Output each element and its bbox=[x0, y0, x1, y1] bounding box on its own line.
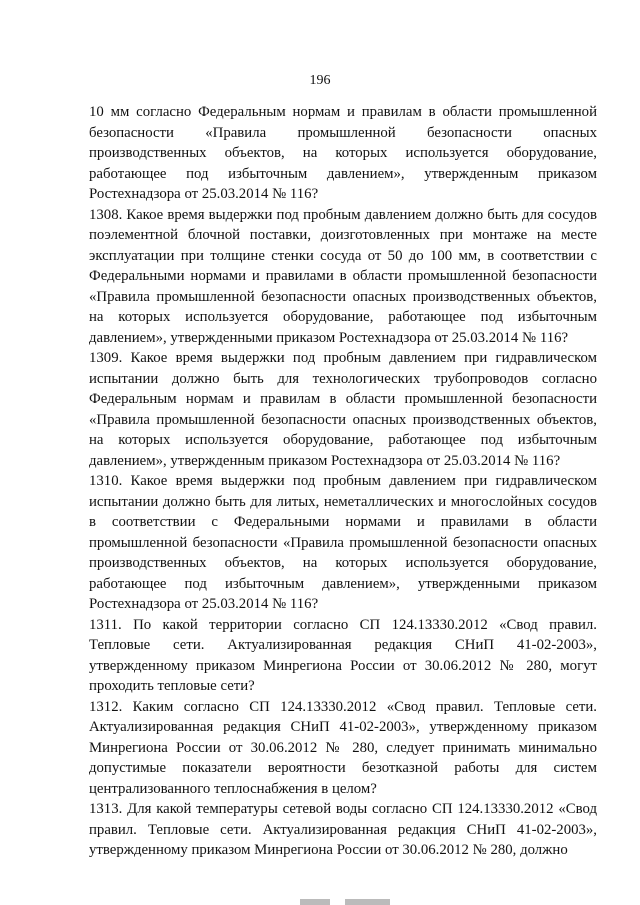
paragraph-question-1308: 1308. Какое время выдержки под пробным давлением должно быть для сосудов поэлементной блочной поставки, доизготовленных при монтаже на месте эксплуатации при толщине стенки сосуда от 50 до 100 мм, в соответствии с Федеральными нормами и правилами в области промышленной безопасности «Правила промышленной безопасности опасных производственных объектов, на которых используется оборудование, работающее под избыточным давлением», утвержденными приказом Ростехнадзора от 25.03.2014 № 116? bbox=[89, 206, 597, 346]
paragraph-question-1311: 1311. По какой территории согласно СП 124.13330.2012 «Свод правил. Тепловые сети. Актуализированная редакция СНиП 41-02-2003», утвержденному приказом Минрегиона России от 30.06.2012 № 280, могут проходить тепловые сети? bbox=[89, 616, 597, 694]
paragraph-continuation: 10 мм согласно Федеральным нормам и правилам в области промышленной безопасности «Правила промышленной безопасности опасных производственных объектов, на которых используется оборудование, работающее под избыточным давлением», утвержденным приказом Ростехнадзора от 25.03.2014 № 116? bbox=[89, 104, 597, 202]
paragraph-question-1310: 1310. Какое время выдержки под пробным давлением при гидравлическом испытании должно быть для литых, неметаллических и многослойных сосудов в соответствии с Федеральными нормами и правилами в области промышленной безопасности «Правила промышленной безопасности опасных производственных объектов, на которых используется оборудование, работающее под избыточным давлением», утвержденными приказом Ростехнадзора от 25.03.2014 № 116? bbox=[89, 473, 597, 612]
page-number: 196 bbox=[309, 73, 331, 88]
paragraph-question-1313: 1313. Для какой температуры сетевой воды согласно СП 124.13330.2012 «Свод правил. Тепловые сети. Актуализированная редакция СНиП 41-02-2003», утвержденному приказом Минрегиона России от 30.06.2012 № 280, должно bbox=[89, 801, 597, 858]
scan-edge-mark bbox=[300, 899, 330, 905]
scan-edge-mark bbox=[345, 899, 390, 905]
document-body bbox=[89, 102, 597, 861]
paragraph-question-1312: 1312. Каким согласно СП 124.13330.2012 «Свод правил. Тепловые сети. Актуализированная редакция СНиП 41-02-2003», утвержденному приказом Минрегиона России от 30.06.2012 № 280, следует принимать минимально допустимые показатели вероятности безотказной работы для систем централизованного теплоснабжения в целом? bbox=[89, 698, 597, 797]
paragraph-question-1309: 1309. Какое время выдержки под пробным давлением при гидравлическом испытании должно быть для технологических трубопроводов согласно Федеральным нормам и правилам в области промышленной безопасности «Правила промышленной безопасности опасных производственных объектов, на которых используется оборудование, работающее под избыточным давлением», утвержденным приказом Ростехнадзора от 25.03.2014 № 116? bbox=[89, 350, 597, 469]
